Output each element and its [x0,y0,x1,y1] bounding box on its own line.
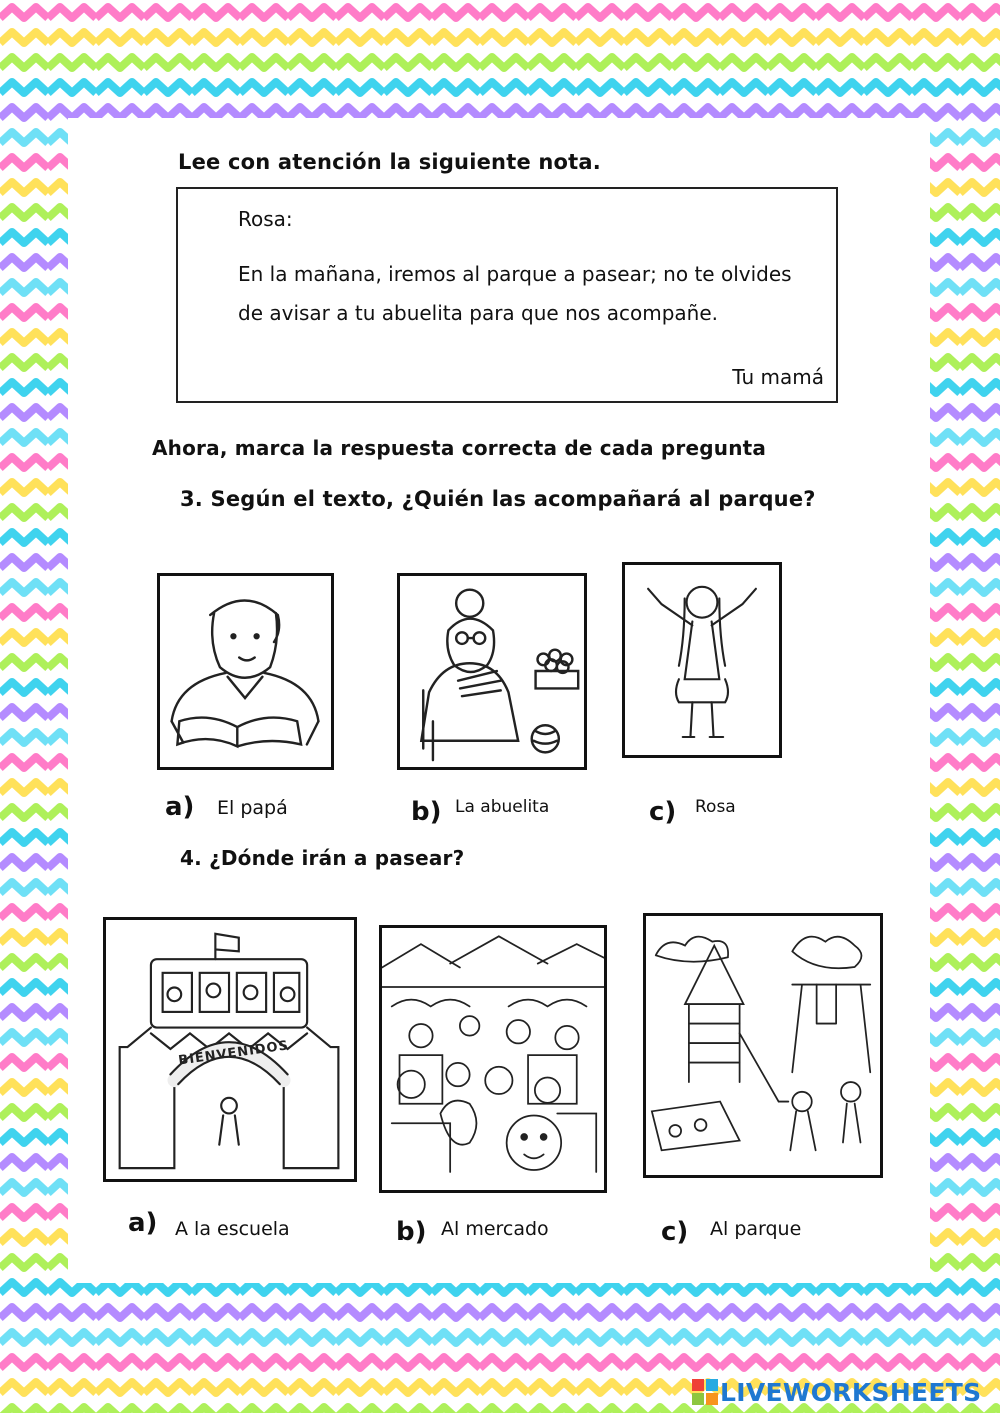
school-image[interactable] [103,917,357,1182]
question-4: 4. ¿Dónde irán a pasear? [180,846,465,870]
note-box [176,187,838,403]
read-instruction: Lee con atención la siguiente nota. [178,150,601,174]
q4-option-b-letter[interactable]: b) [396,1217,427,1247]
q3-option-c-label[interactable]: Rosa [695,797,736,817]
q3-option-a-letter[interactable]: a) [165,792,195,822]
q3-option-c-letter[interactable]: c) [649,797,677,827]
note-signature: Tu mamá [732,365,824,389]
q3-option-b-letter[interactable]: b) [411,797,442,827]
brand-name: LIVEWORKSHEETS [720,1377,982,1407]
father-image[interactable] [157,573,334,770]
q4-option-a-letter[interactable]: a) [128,1208,158,1238]
mark-instruction: Ahora, marca la respuesta correcta de cada pregunta [152,436,767,460]
market-image[interactable] [379,925,607,1193]
school-sign: BIENVENIDOS [177,1038,290,1069]
girl-image[interactable] [622,562,782,758]
liveworksheets-logo[interactable] [692,1375,981,1409]
park-image[interactable] [643,913,883,1178]
note-body: En la mañana, iremos al parque a pasear; no te olvides de avisar a tu abuelita para que nos acompañe. [238,262,792,325]
q3-option-b-label[interactable]: La abuelita [455,797,550,817]
question-3: 3. Según el texto, ¿Quién las acompañará al parque? [180,487,816,511]
q4-option-c-letter[interactable]: c) [661,1217,689,1247]
note-greeting: Rosa: [238,207,293,231]
brand-badge-icon [692,1379,718,1405]
q3-option-a-label[interactable]: El papá [217,797,288,819]
grandmother-image[interactable] [397,573,587,770]
q4-option-b-label[interactable]: Al mercado [441,1218,549,1240]
q4-option-c-label[interactable]: Al parque [710,1218,802,1240]
q4-option-a-label[interactable]: A la escuela [175,1218,290,1240]
